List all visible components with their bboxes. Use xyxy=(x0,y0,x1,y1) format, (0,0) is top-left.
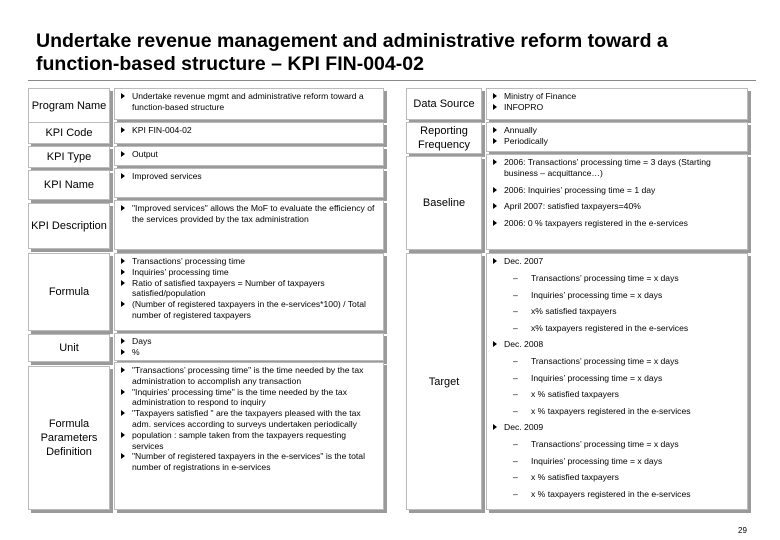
list-item: "Taxpayers satisfied " are the taxpayers pleased with the tax adm. services according to surveys undertaken periodically xyxy=(119,408,379,430)
target-year: Dec. 2009 xyxy=(491,422,743,433)
list-item: April 2007: satisfied taxpayers=40% xyxy=(491,201,743,212)
list-item: Annually xyxy=(491,125,743,136)
list-item: "Inquiries’ processing time" is the time needed by the tax administration to respond to inquiry xyxy=(119,387,379,409)
list-item: – Inquiries’ processing time = x days xyxy=(491,290,743,301)
list-item: "Number of registered taxpayers in the e-services" is the total number of registrations in e-services xyxy=(119,451,379,473)
label-kpi-type: KPI Type xyxy=(28,146,110,168)
formula-box xyxy=(114,253,384,331)
list-item: % xyxy=(119,347,379,358)
list-item: Ministry of Finance xyxy=(491,91,743,102)
label-target: Target xyxy=(406,253,482,510)
list-item: – x% satisfied taxpayers xyxy=(491,306,743,317)
label-unit: Unit xyxy=(28,334,110,362)
list-item: Ratio of satisfied taxpayers = Number of taxpayers satisfied/population xyxy=(119,278,379,300)
list-item: Transactions’ processing time xyxy=(119,256,379,267)
target-box xyxy=(486,253,748,510)
kpi-code-box xyxy=(114,122,384,144)
label-kpi-name: KPI Name xyxy=(28,170,110,200)
list-item: (Number of registered taxpayers in the e-services*100) / Total number of registered taxpayers xyxy=(119,299,379,321)
list-item: INFOPRO xyxy=(491,102,743,113)
list-item: KPI FIN-004-02 xyxy=(119,125,379,136)
kpi-description-box xyxy=(114,200,384,250)
title-divider xyxy=(28,80,756,81)
label-formula: Formula xyxy=(28,253,110,331)
list-item: – x % taxpayers registered in the e-services xyxy=(491,489,743,500)
list-item: – x % taxpayers registered in the e-services xyxy=(491,406,743,417)
label-baseline: Baseline xyxy=(406,156,482,250)
list-item: Undertake revenue mgmt and administrative reform toward a function-based structure xyxy=(119,91,379,113)
data-source-box xyxy=(486,88,748,120)
list-item: 2006: Transactions’ processing time = 3 days (Starting business – acquittance…) xyxy=(491,157,743,179)
list-item: "Improved services" allows the MoF to evaluate the efficiency of the services provided by the tax administration xyxy=(119,203,379,225)
list-item: 2006: 0 % taxpayers registered in the e-services xyxy=(491,218,743,229)
list-item: population : sample taken from the taxpayers requesting services xyxy=(119,430,379,452)
list-item: Inquiries’ processing time xyxy=(119,267,379,278)
list-item: Output xyxy=(119,149,379,160)
list-item: – Inquiries’ processing time = x days xyxy=(491,456,743,467)
label-kpi-description: KPI Description xyxy=(28,203,110,249)
label-reporting-frequency: Reporting Frequency xyxy=(406,122,482,154)
list-item: Periodically xyxy=(491,136,743,147)
label-data-source: Data Source xyxy=(406,88,482,120)
list-item: 2006: Inquiries’ processing time = 1 day xyxy=(491,185,743,196)
list-item: – Inquiries’ processing time = x days xyxy=(491,373,743,384)
target-year: Dec. 2007 xyxy=(491,256,743,267)
list-item: "Transactions’ processing time" is the time needed by the tax administration to accomplish any transaction xyxy=(119,365,379,387)
label-formula-parameters: Formula Parameters Definition xyxy=(28,366,110,510)
target-year: Dec. 2008 xyxy=(491,339,743,350)
label-program-name: Program Name xyxy=(28,88,110,124)
page-title: Undertake revenue management and administrative reform toward a function-based structure – KPI FIN-004-02 xyxy=(36,30,668,75)
kpi-type-box xyxy=(114,146,384,166)
formula-parameters-box xyxy=(114,362,384,510)
kpi-name-box xyxy=(114,168,384,198)
unit-box xyxy=(114,333,384,361)
program-name-box xyxy=(114,88,384,120)
label-kpi-code: KPI Code xyxy=(28,122,110,144)
baseline-box xyxy=(486,154,748,250)
list-item: – Transactions’ processing time = x days xyxy=(491,439,743,450)
list-item: – x % satisfied taxpayers xyxy=(491,472,743,483)
list-item: Improved services xyxy=(119,171,379,182)
reporting-frequency-box xyxy=(486,122,748,152)
list-item: – x% taxpayers registered in the e-services xyxy=(491,323,743,334)
page-number: 29 xyxy=(738,526,747,535)
list-item: – Transactions’ processing time = x days xyxy=(491,356,743,367)
list-item: – x % satisfied taxpayers xyxy=(491,389,743,400)
list-item: Days xyxy=(119,336,379,347)
list-item: – Transactions’ processing time = x days xyxy=(491,273,743,284)
